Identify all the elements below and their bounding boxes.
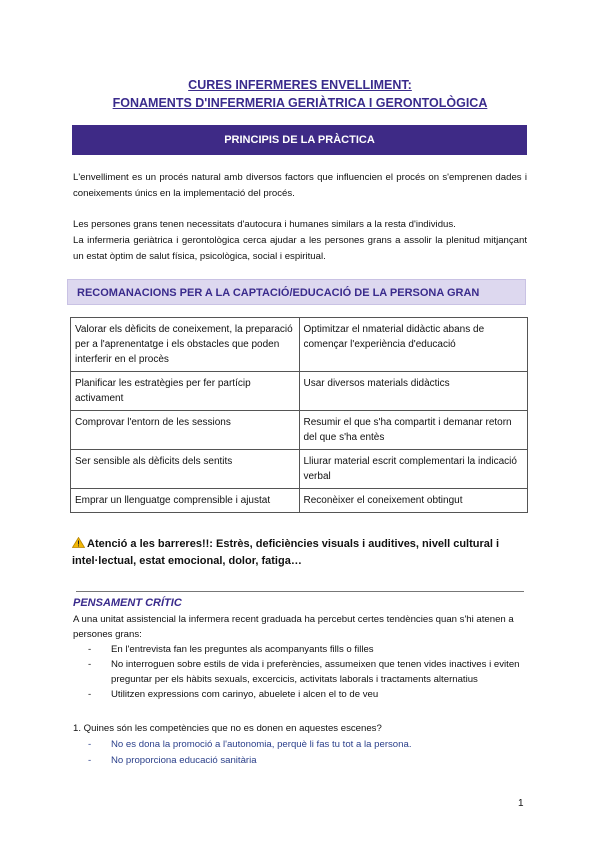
table-row xyxy=(71,450,528,489)
warning-icon xyxy=(72,537,85,548)
principles-heading: PRINCIPIS DE LA PRÀCTICA xyxy=(72,125,527,155)
page-number: 1 xyxy=(518,798,524,809)
table-cell: Ser sensible als dèficits dels sentits xyxy=(71,450,300,489)
table-cell: Optimitzar el nmaterial didàctic abans de començar l'experiència d'educació xyxy=(299,318,528,372)
document-title-line1: CURES INFERMERES ENVELLIMENT: xyxy=(188,78,412,92)
table-row xyxy=(71,318,528,372)
principles-paragraph: Les persones grans tenen necessitats d'autocura i humanes similars a la resta d'individus. xyxy=(73,219,456,230)
table-cell: Valorar els dèficits de coneixement, la preparació per a l'aprenentatge i els obstacles que poden interferir en el procès xyxy=(71,318,300,372)
observed-tendencies-list xyxy=(88,642,528,702)
table-row xyxy=(71,411,528,450)
barriers-warning xyxy=(72,536,532,570)
recommendations-heading: RECOMANACIONS PER A LA CAPTACIÓ/EDUCACIÓ DE LA PERSONA GRAN xyxy=(67,279,526,305)
table-cell: Comprovar l'entorn de les sessions xyxy=(71,411,300,450)
warning-text: Atenció a les barreres!!: Estrès, deficiències visuals i auditives, nivell cultural i intel·lectual, estat emocional, dolor, fatiga… xyxy=(72,538,500,567)
list-item: - En l'entrevista fan les preguntes als acompanyants fills o filles xyxy=(88,644,374,655)
section-divider xyxy=(76,591,524,592)
answer-item: - No es dona la promoció a l'autonomia, perquè li fas tu tot a la persona. xyxy=(88,739,412,750)
table-cell: Usar diversos materials didàctics xyxy=(299,372,528,411)
question-1: 1. Quines són les competències que no es donen en aquestes escenes? xyxy=(73,723,382,734)
list-item: - No interroguen sobre estils de vida i preferències, assumeixen que tenen vides inactives i eviten preguntar per els hàbits sexuals, excercicis, activitats laborals i tractaments alternatius xyxy=(88,659,520,685)
principles-paragraph: La infermeria geriàtrica i gerontològica cerca ajudar a les persones grans a assolir la plenitud mitjançant un estat òptim de salut física, psicològica, social i espiritual. xyxy=(73,235,527,262)
recommendations-table xyxy=(70,317,528,513)
table-row xyxy=(71,489,528,513)
critical-thinking-heading: PENSAMENT CRÍTIC xyxy=(73,597,182,609)
answer-item: - No proporciona educació sanitària xyxy=(88,755,257,766)
table-row xyxy=(71,372,528,411)
critical-thinking-intro: A una unitat assistencial la infermera recent graduada ha percebut certes tendències quan s'hi atenen a persones grans: xyxy=(73,614,514,640)
principles-paragraph: L'envelliment es un procés natural amb diversos factors que influencien el procés on s'emprenen dades i coneixements únics en la implementació del procés. xyxy=(73,172,527,199)
answers-list xyxy=(88,737,528,769)
list-item: - Utilitzen expressions com carinyo, abuelete i alcen el to de veu xyxy=(88,689,379,700)
table-cell: Resumir el que s'ha compartit i demanar retorn del que s'ha entès xyxy=(299,411,528,450)
table-cell: Lliurar material escrit complementari la indicació verbal xyxy=(299,450,528,489)
table-cell: Planificar les estratègies per fer partícip activament xyxy=(71,372,300,411)
table-cell: Reconèixer el coneixement obtingut xyxy=(299,489,528,513)
table-cell: Emprar un llenguatge comprensible i ajustat xyxy=(71,489,300,513)
document-title-line2: FONAMENTS D'INFERMERIA GERIÀTRICA I GERONTOLÒGICA xyxy=(112,96,488,110)
